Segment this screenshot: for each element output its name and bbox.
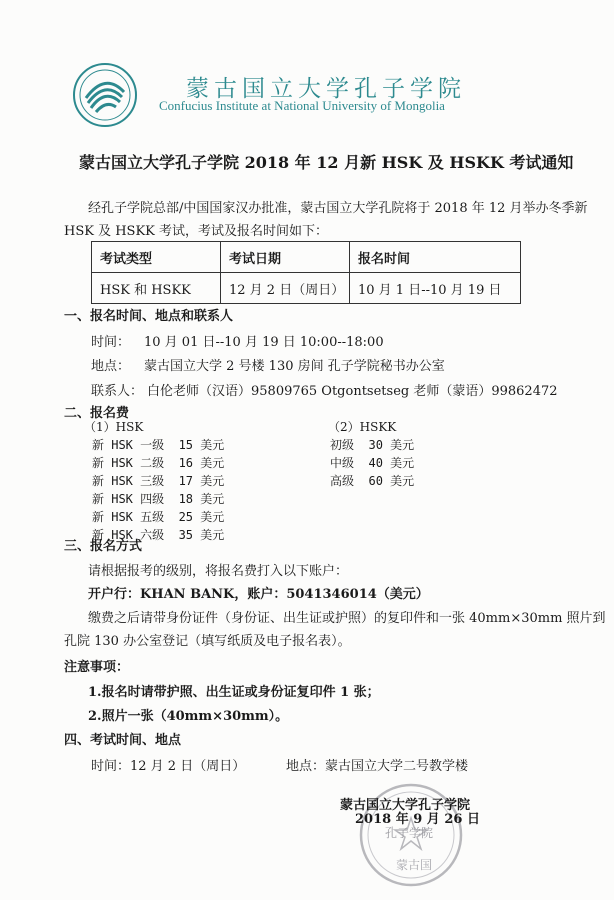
- place-label: 地点：: [91, 359, 131, 374]
- signature-org: 蒙古国立大学孔子学院: [340, 798, 471, 813]
- note-item-1: 1.报名时请带护照、出生证或身份证复印件 1 张；: [88, 685, 380, 700]
- section-4-heading: 四、考试时间、地点: [64, 733, 182, 748]
- table-row: [92, 273, 521, 304]
- page-title: 蒙古国立大学孔子学院 2018 年 12 月新 HSK 及 HSKK 考试通知: [79, 153, 574, 172]
- stamp-text-bottom: 蒙古国: [396, 858, 433, 872]
- registration-line-1: 缴费之后请带身份证件（身份证、出生证或护照）的复印件和一张 40mm×30mm 照片到: [88, 611, 606, 626]
- list-item: 新 HSK 四级 18 美元: [92, 492, 225, 506]
- section-3-heading: 三、报名方式: [64, 539, 143, 554]
- list-item: 高级 60 美元: [330, 474, 415, 488]
- table-header-cell: 报名时间: [350, 242, 521, 273]
- table-cell: 10 月 1 日--10 月 19 日: [350, 273, 521, 304]
- signature-date: 2018 年 9 月 26 日: [355, 812, 480, 827]
- logo-emblem: [72, 62, 138, 128]
- table-cell: 12 月 2 日（周日）: [221, 273, 350, 304]
- table-header-cell: 考试日期: [221, 242, 350, 273]
- stamp-text-top: 孔子学院: [385, 826, 434, 840]
- table-cell: HSK 和 HSKK: [92, 273, 221, 304]
- list-item: 新 HSK 一级 15 美元: [92, 438, 225, 452]
- list-item: 新 HSK 六级 35 美元: [92, 528, 225, 542]
- institute-name-en: Confucius Institute at National University of Mongolia: [159, 98, 445, 113]
- list-item: 中级 40 美元: [330, 456, 415, 470]
- bank-account: 开户行：KHAN BANK，账户：5041346014（美元）: [88, 587, 429, 602]
- note-item-2: 2.照片一张（40mm×30mm）。: [88, 709, 289, 724]
- section-1-heading: 一、报名时间、地点和联系人: [64, 309, 234, 324]
- hskk-heading: （2）HSKK: [328, 420, 397, 434]
- registration-line-2: 孔院 130 办公室登记（填写纸质及电子报名表）。: [64, 634, 351, 649]
- section-2-heading: 二、报名费: [64, 406, 130, 421]
- time-value: 10 月 01 日--10 月 19 日 10:00--18:00: [144, 335, 384, 350]
- exam-time: 时间：12 月 2 日（周日）: [91, 759, 246, 774]
- place-value: 蒙古国立大学 2 号楼 130 房间 孔子学院秘书办公室: [144, 359, 445, 374]
- list-item: 新 HSK 二级 16 美元: [92, 456, 225, 470]
- intro-line-2: HSK 及 HSKK 考试，考试及报名时间如下：: [64, 224, 329, 239]
- list-item: 初级 30 美元: [330, 438, 415, 452]
- time-label: 时间：: [91, 335, 131, 350]
- contact-label: 联系人：: [91, 384, 144, 399]
- notes-heading: 注意事项：: [64, 660, 130, 675]
- intro-line-1: 经孔子学院总部/中国国家汉办批准，蒙古国立大学孔院将于 2018 年 12 月举办冬季新: [88, 201, 588, 216]
- payment-instruction: 请根据报考的级别，将报名费打入以下账户：: [88, 564, 349, 579]
- list-item: 新 HSK 五级 25 美元: [92, 510, 225, 524]
- table-header-row: [92, 242, 521, 273]
- hsk-heading: （1）HSK: [84, 420, 144, 434]
- exam-place: 地点：蒙古国立大学二号教学楼: [286, 759, 469, 774]
- list-item: 新 HSK 三级 17 美元: [92, 474, 225, 488]
- exam-schedule-table: [91, 241, 521, 304]
- table-header-cell: 考试类型: [92, 242, 221, 273]
- institute-name-cn: 蒙古国立大学孔子学院: [186, 76, 466, 102]
- contact-value: 白伦老师（汉语）95809765 Otgontsetseg 老师（蒙语）99862472: [147, 384, 558, 399]
